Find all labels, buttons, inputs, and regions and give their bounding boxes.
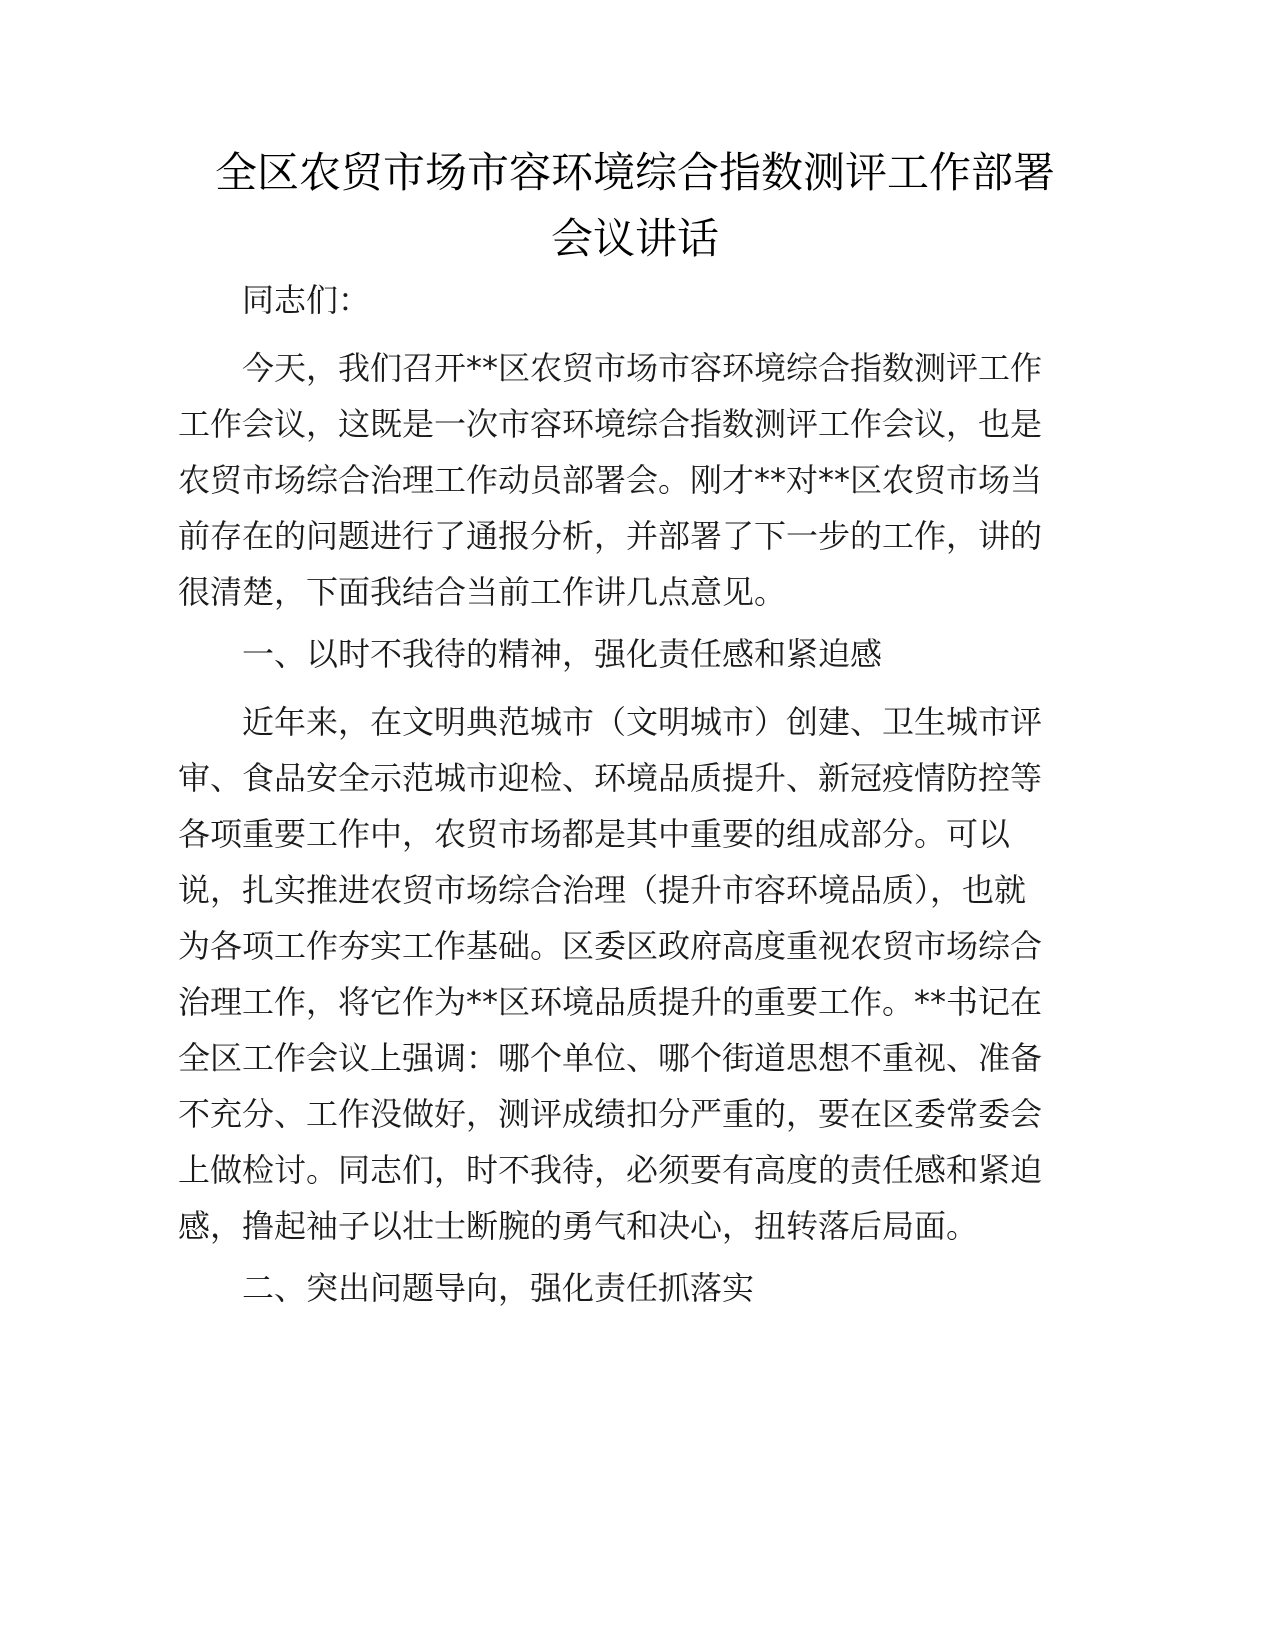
paragraph-line: 前存在的问题进行了通报分析，并部署了下一步的工作，讲的 (178, 517, 1043, 555)
paragraph-line: 很清楚，下面我结合当前工作讲几点意见。 (178, 573, 787, 611)
document-title (178, 140, 1092, 272)
salutation: 同志们： (242, 281, 371, 319)
title-line: 全区农贸市场市容环境综合指数测评工作部署 (214, 148, 1055, 197)
paragraph-line: 不充分、工作没做好，测评成绩扣分严重的，要在区委常委会 (178, 1095, 1043, 1133)
paragraph-line: 说，扎实推进农贸市场综合治理（提升市容环境品质），也就 (178, 871, 1027, 909)
paragraph-line: 上做检讨。同志们，时不我待，必须要有高度的责任感和紧迫 (178, 1151, 1043, 1189)
intro-paragraph (178, 340, 1092, 620)
title-line: 会议讲话 (550, 214, 719, 263)
section-heading-2: 二、突出问题导向，强化责任抓落实 (242, 1269, 755, 1307)
paragraph-line: 为各项工作夯实工作基础。区委区政府高度重视农贸市场综合 (178, 927, 1043, 965)
paragraph-line: 今天，我们召开**区农贸市场市容环境综合指数测评工作 (242, 349, 1043, 387)
body-paragraph (178, 694, 1092, 1254)
paragraph-line: 近年来，在文明典范城市（文明城市）创建、卫生城市评 (242, 703, 1043, 741)
section-heading-1: 一、以时不我待的精神，强化责任感和紧迫感 (242, 635, 883, 673)
paragraph-line: 农贸市场综合治理工作动员部署会。刚才**对**区农贸市场当 (178, 461, 1043, 499)
paragraph-line: 治理工作，将它作为**区环境品质提升的重要工作。**书记在 (178, 983, 1043, 1021)
paragraph-line: 各项重要工作中，农贸市场都是其中重要的组成部分。可以 (178, 815, 1011, 853)
paragraph-line: 全区工作会议上强调：哪个单位、哪个街道思想不重视、准备 (178, 1039, 1043, 1077)
paragraph-line: 工作会议，这既是一次市容环境综合指数测评工作会议，也是 (178, 405, 1043, 443)
paragraph-line: 感，撸起袖子以壮士断腕的勇气和决心，扭转落后局面。 (178, 1207, 979, 1245)
paragraph-line: 审、食品安全示范城市迎检、环境品质提升、新冠疫情防控等 (178, 759, 1043, 797)
